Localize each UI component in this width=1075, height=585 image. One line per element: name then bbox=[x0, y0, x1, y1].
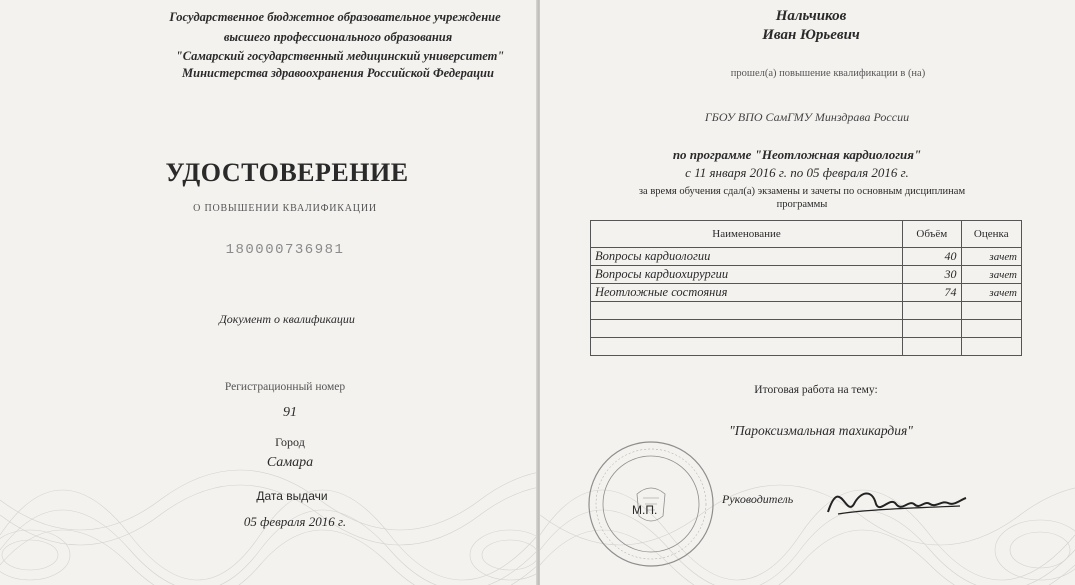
passed-text: прошел(а) повышение квалификации в (на) bbox=[730, 68, 926, 79]
head-label: Руководитель bbox=[722, 492, 794, 506]
recipient-surname: Нальчиков bbox=[775, 8, 847, 24]
final-work-label: Итоговая работа на тему: bbox=[754, 384, 878, 396]
guilloche-pattern bbox=[0, 385, 538, 585]
stamp-label: М.П. bbox=[632, 503, 658, 517]
exams-text-2: программы bbox=[776, 199, 828, 210]
issue-date-value: 05 февраля 2016 г. bbox=[243, 514, 347, 529]
discipline-name bbox=[591, 302, 903, 320]
institution-line-3: "Самарский государственный медицинский университет" bbox=[175, 49, 505, 63]
discipline-name bbox=[591, 320, 903, 338]
header-volume: Объём bbox=[903, 221, 961, 248]
organization: ГБОУ ВПО СамГМУ Минздрава России bbox=[704, 110, 910, 124]
discipline-name: Вопросы кардиологии bbox=[591, 248, 903, 266]
program-name: по программе "Неотложная кардиология" bbox=[672, 147, 922, 162]
discipline-name: Вопросы кардиохирургии bbox=[591, 266, 903, 284]
table-row bbox=[591, 266, 1022, 284]
document-title: УДОСТОВЕРЕНИЕ bbox=[165, 158, 409, 187]
discipline-volume: 40 bbox=[903, 248, 961, 266]
table-row bbox=[591, 284, 1022, 302]
discipline-grade: зачет bbox=[961, 266, 1021, 284]
recipient-given-names: Иван Юрьевич bbox=[762, 27, 860, 43]
reg-number-label: Регистрационный номер bbox=[224, 381, 346, 393]
issue-date-label: Дата выдачи bbox=[256, 489, 328, 503]
table-header-row bbox=[591, 221, 1022, 248]
discipline-volume bbox=[903, 338, 961, 356]
serial-number: 180000736981 bbox=[225, 242, 345, 258]
document-type: Документ о квалификации bbox=[219, 312, 355, 326]
city-value: Самара bbox=[266, 455, 314, 470]
discipline-name: Неотложные состояния bbox=[591, 284, 903, 302]
discipline-grade: зачет bbox=[961, 248, 1021, 266]
discipline-volume bbox=[903, 320, 961, 338]
right-page bbox=[540, 0, 1075, 585]
header-name: Наименование bbox=[591, 221, 903, 248]
document-subtitle: О ПОВЫШЕНИИ КВАЛИФИКАЦИИ bbox=[193, 203, 377, 214]
table-row bbox=[591, 338, 1022, 356]
discipline-grade bbox=[961, 320, 1021, 338]
study-period: с 11 января 2016 г. по 05 февраля 2016 г. bbox=[685, 165, 909, 180]
city-label: Город bbox=[275, 435, 305, 449]
discipline-name bbox=[591, 338, 903, 356]
disciplines-table bbox=[590, 220, 1022, 356]
final-work-title: "Пароксизмальная тахикардия" bbox=[729, 423, 913, 438]
signature-mark bbox=[820, 470, 970, 530]
institution-line-4: Министерства здравоохранения Российской Федерации bbox=[182, 66, 494, 80]
discipline-grade bbox=[961, 338, 1021, 356]
discipline-volume bbox=[903, 302, 961, 320]
exams-text: за время обучения сдал(а) экзамены и зачеты по основным дисциплинам bbox=[638, 186, 966, 197]
header-grade: Оценка bbox=[961, 221, 1021, 248]
discipline-volume: 30 bbox=[903, 266, 961, 284]
reg-number-value: 91 bbox=[283, 405, 297, 420]
discipline-grade bbox=[961, 302, 1021, 320]
discipline-volume: 74 bbox=[903, 284, 961, 302]
discipline-grade: зачет bbox=[961, 284, 1021, 302]
institution-line-1: Государственное бюджетное образовательное учреждение bbox=[169, 10, 501, 24]
table-row bbox=[591, 302, 1022, 320]
institution-line-2: высшего профессионального образования bbox=[223, 30, 453, 44]
table-row bbox=[591, 320, 1022, 338]
table-row bbox=[591, 248, 1022, 266]
